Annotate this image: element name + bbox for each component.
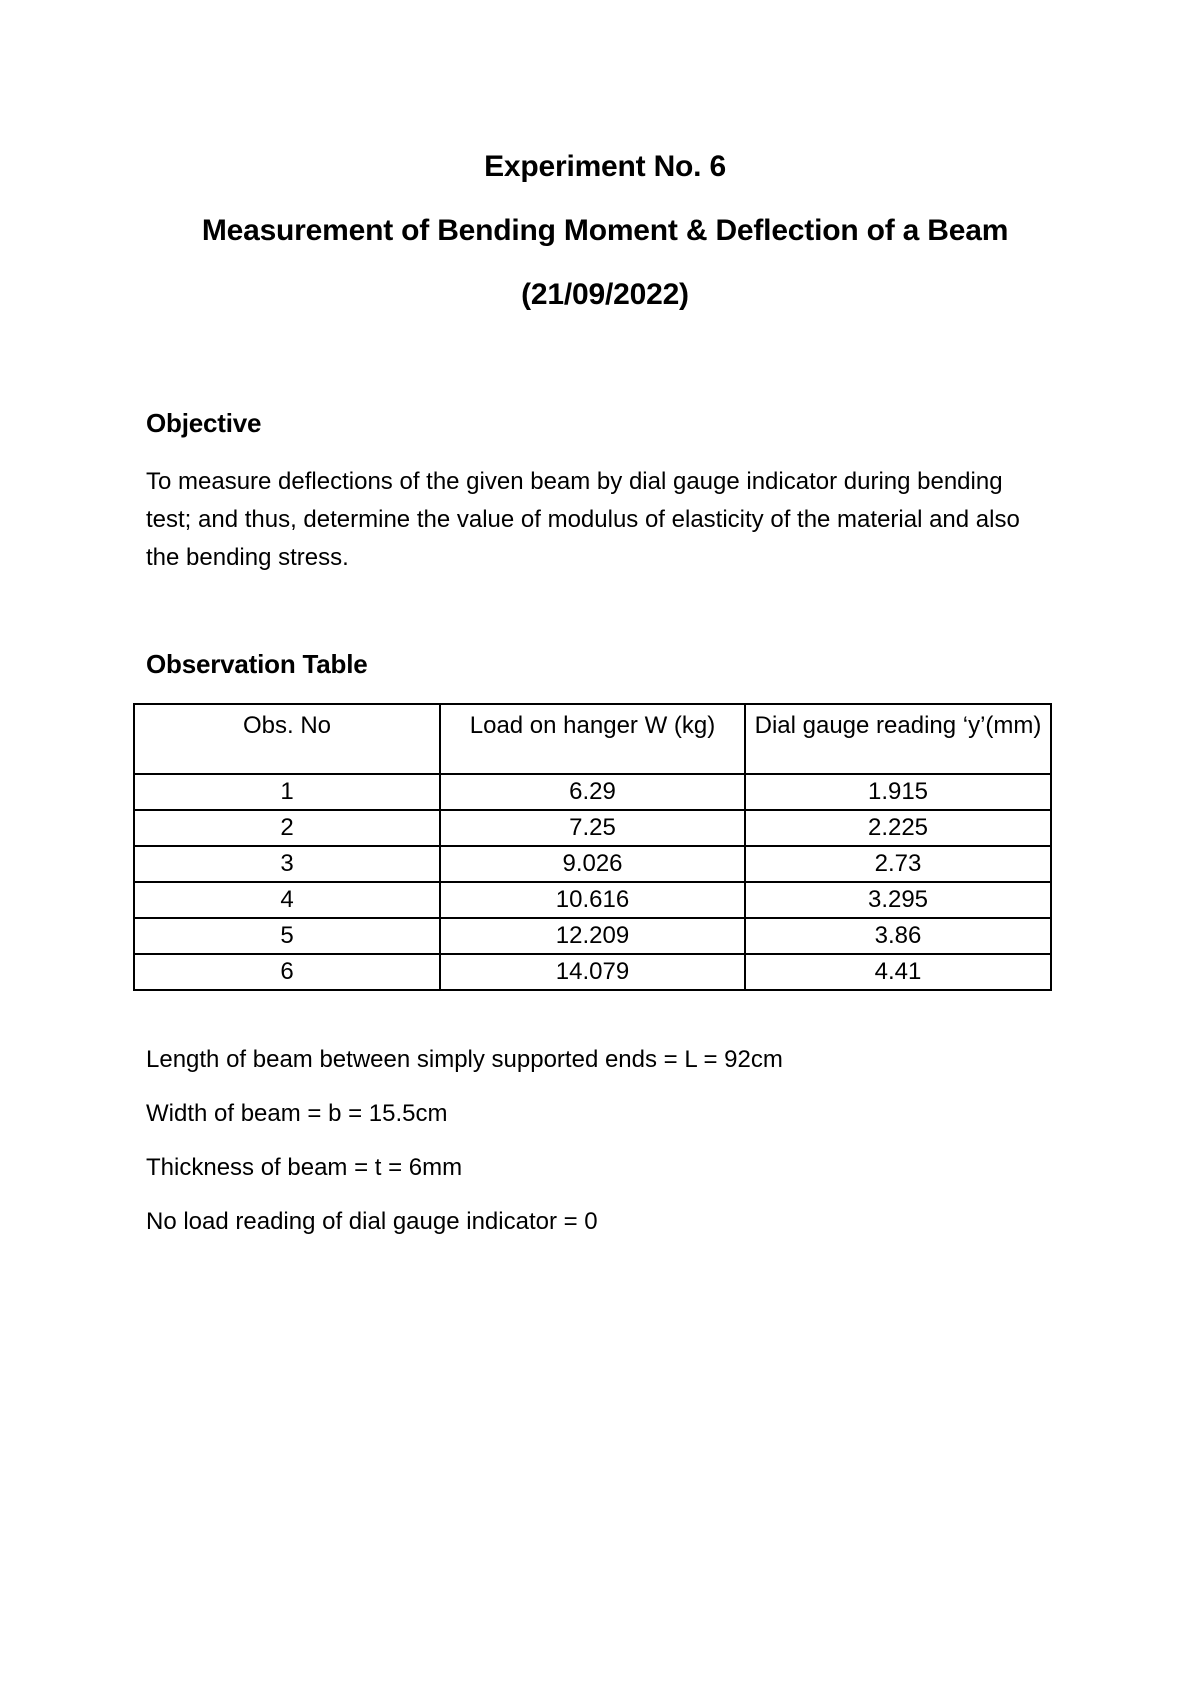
table-cell: 10.616 <box>440 882 745 918</box>
table-cell: 5 <box>134 918 440 954</box>
table-cell: 12.209 <box>440 918 745 954</box>
table-cell: 14.079 <box>440 954 745 990</box>
objective-heading: Objective <box>146 408 262 438</box>
table-cell: 1 <box>134 774 440 810</box>
parameter-beam-thickness: Thickness of beam = t = 6mm <box>146 1154 463 1181</box>
table-cell: 1.915 <box>745 774 1051 810</box>
table-cell: 3.86 <box>745 918 1051 954</box>
column-header: Dial gauge reading ‘y’(mm) <box>745 704 1051 774</box>
table-cell: 2 <box>134 810 440 846</box>
observation-table <box>133 703 1052 991</box>
table-cell: 2.73 <box>745 846 1051 882</box>
parameter-beam-width: Width of beam = b = 15.5cm <box>146 1100 448 1127</box>
table-cell: 2.225 <box>745 810 1051 846</box>
table-cell: 3.295 <box>745 882 1051 918</box>
column-header: Obs. No <box>134 704 440 774</box>
table-row <box>134 846 1051 882</box>
table-cell: 9.026 <box>440 846 745 882</box>
experiment-date: (21/09/2022) <box>521 278 689 311</box>
table-row <box>134 882 1051 918</box>
document-title: Measurement of Bending Moment & Deflection of a Beam <box>201 214 1009 247</box>
table-row <box>134 954 1051 990</box>
column-header: Load on hanger W (kg) <box>440 704 745 774</box>
observation-heading: Observation Table <box>146 649 368 679</box>
parameter-no-load-reading: No load reading of dial gauge indicator = 0 <box>146 1208 598 1235</box>
parameter-beam-length: Length of beam between simply supported ends = L = 92cm <box>146 1046 783 1073</box>
experiment-number: Experiment No. 6 <box>484 150 726 183</box>
table-row <box>134 918 1051 954</box>
table-row <box>134 774 1051 810</box>
table-header-row <box>134 704 1051 774</box>
table-row <box>134 810 1051 846</box>
table-cell: 6.29 <box>440 774 745 810</box>
table-cell: 7.25 <box>440 810 745 846</box>
objective-text: To measure deflections of the given beam by dial gauge indicator during bending test; and thus, determine the value of modulus of elasticity of the material and also the bending stress. <box>146 468 1020 571</box>
beam-parameters <box>146 1045 783 1261</box>
table-cell: 3 <box>134 846 440 882</box>
table-cell: 4.41 <box>745 954 1051 990</box>
table-cell: 4 <box>134 882 440 918</box>
table-cell: 6 <box>134 954 440 990</box>
